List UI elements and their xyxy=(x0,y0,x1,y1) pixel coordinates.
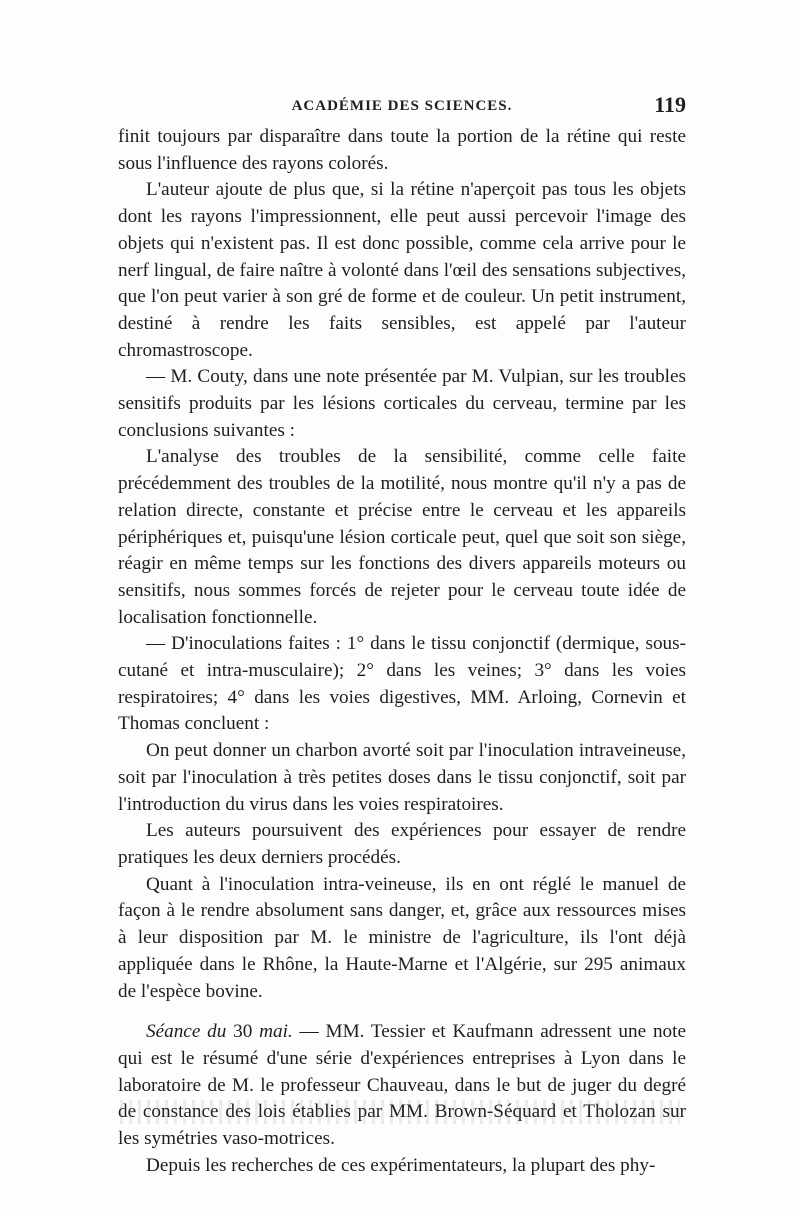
paragraph-seance xyxy=(118,1019,686,1153)
body-text xyxy=(118,124,686,1179)
paragraph-charbon: On peut donner un charbon avorté soit par l'inoculation intraveineuse, soit par l'inoculation à très petites doses dans le tissu conjonctif, soit par l'introduction du virus dans les voies respiratoires. xyxy=(118,740,686,815)
seance-text: — MM. Tessier et Kaufmann adressent une note qui est le résumé d'une série d'expériences entreprises à Lyon dans le laboratoire de M. le professeur Chauveau, dans le but de juger du degré de constance des lois établies par MM. Brown-Séquard et Tholozan sur les symétries vaso-motrices. xyxy=(118,1021,686,1150)
show-through-texture xyxy=(120,1100,680,1124)
paragraph-inoculations: — D'inoculations faites : 1° dans le tissu conjonctif (dermique, sous-cutané et intra-musculaire); 2° dans les veines; 3° dans les voies respiratoires; 4° dans les voies digestives, MM. Arloing, Cornevin et Thomas concluent : xyxy=(118,633,686,735)
seance-month: mai. xyxy=(259,1021,293,1043)
seance-date: 30 xyxy=(226,1021,260,1043)
paragraph-continuation: finit toujours par disparaître dans toute la portion de la rétine qui reste sous l'influence des rayons colorés. xyxy=(118,126,686,174)
paragraph-author-adds: L'auteur ajoute de plus que, si la rétine n'aperçoit pas tous les objets dont les rayons l'impressionnent, elle peut aussi percevoir l'image des objets qui n'existent pas. Il est donc possible, comme cela arrive pour le nerf lingual, de faire naître à volonté dans l'œil des sensations subjectives, que l'on peut varier à son gré de forme et de couleur. Un petit instrument, destiné à rendre les faits sensibles, est appelé par l'auteur chromastroscope. xyxy=(118,179,686,361)
paragraph-couty: — M. Couty, dans une note présentée par M. Vulpian, sur les troubles sensitifs produits par les lésions corticales du cerveau, termine par les conclusions suivantes : xyxy=(118,366,686,441)
running-title: ACADÉMIE DES SCIENCES. xyxy=(291,98,513,114)
paragraph-auteurs: Les auteurs poursuivent des expériences pour essayer de rendre pratiques les deux derniers procédés. xyxy=(118,820,686,868)
paragraph-depuis: Depuis les recherches de ces expérimentateurs, la plupart des phy- xyxy=(146,1154,656,1176)
paragraph-conclusions-couty: L'analyse des troubles de la sensibilité, comme celle faite précédemment des troubles de la motilité, nous montre qu'il n'y a pas de relation directe, constante et précise entre le cerveau et les appareils périphériques et, puisqu'une lésion corticale peut, quel que soit son siège, réagir en même temps sur les fonctions des divers appareils moteurs ou sensitifs, nous sommes forcés de rejeter pour le cerveau toute idée de localisation fonctionnelle. xyxy=(118,446,686,628)
page-number: 119 xyxy=(654,92,686,117)
paragraph-intraveineuse: Quant à l'inoculation intra-veineuse, ils en ont réglé le manuel de façon à le rendre absolument sans danger, et, grâce aux ressources mises à leur disposition par M. le ministre de l'agriculture, ils l'ont déjà appliquée dans le Rhône, la Haute-Marne et l'Algérie, sur 295 animaux de l'espèce bovine. xyxy=(118,873,686,1002)
page-header xyxy=(118,92,686,122)
seance-label: Séance du xyxy=(146,1021,227,1043)
